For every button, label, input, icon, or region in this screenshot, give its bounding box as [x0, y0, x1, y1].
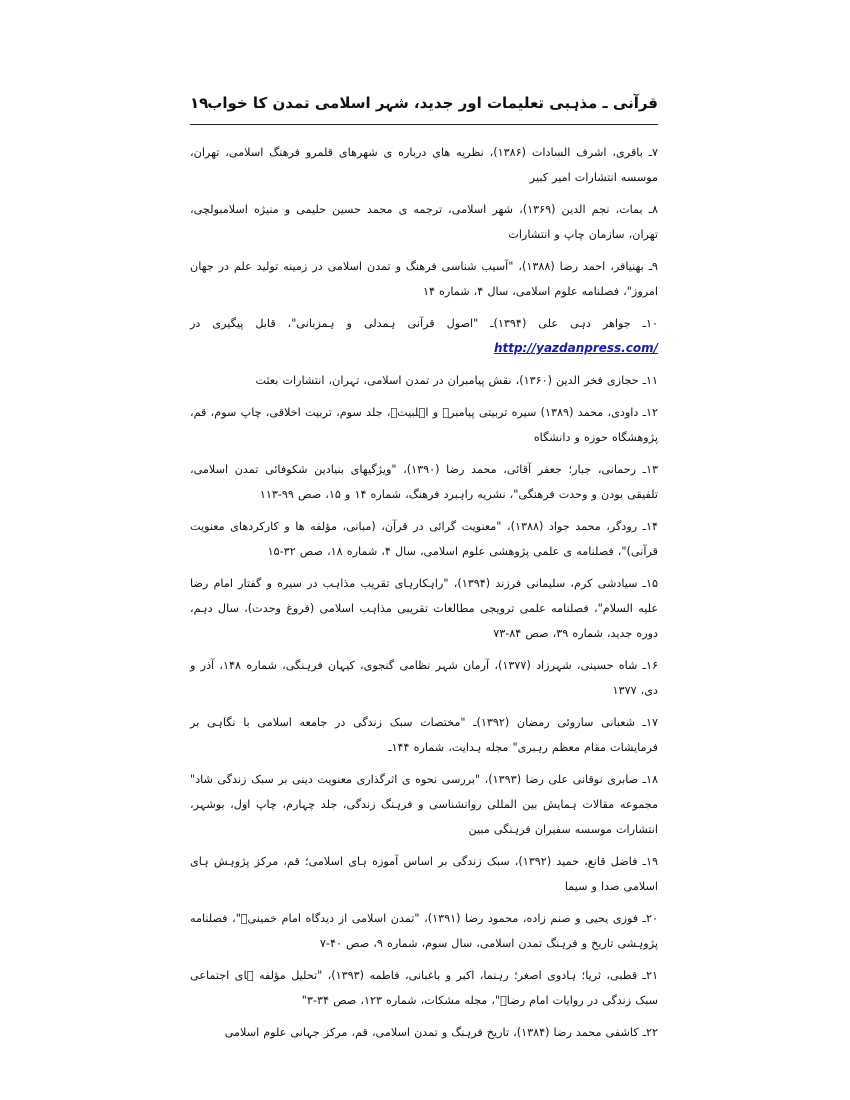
- reference-item: [190, 197, 658, 247]
- running-header: [190, 88, 658, 120]
- reference-text: ۲۱ـ قطبی، ثریا؛ ہادوی اصغر؛ رہنما، اکبر و باغبانی، فاطمه (۱۳۹۳)، "تحلیل مؤلفه ہای اجتماعی سبک زندگی در روایات امام رضاؑ"، مجله مشکات، شماره ۱۲۳، صص ۳۴-۳": [190, 969, 658, 1007]
- reference-text: ۱۳ـ رحمانی، جبار؛ جعفر آقائی، محمد رضا (۱۳۹۰)، "ویژگیهای بنیادین شکوفائی تمدن اسلامی، تلفیقی بودن و وحدت فرهنگی"، نشریه راہبرد فرهنگ، شماره ۱۴ و ۱۵، صص ۹۹-۱۱۳: [190, 463, 658, 501]
- reference-item: [190, 400, 658, 450]
- reference-text: ۱۱ـ حجازی فخر الدین (۱۳۶۰)، نقش پیامبران در تمدن اسلامی، تہران، انتشارات بعثت: [255, 374, 658, 387]
- reference-link[interactable]: http://yazdanpress.com/: [493, 341, 658, 355]
- reference-item: [190, 311, 658, 361]
- reference-text: ۱۹ـ فاضل قانع، حمید (۱۳۹۲)، سبک زندگی بر اساس آموزه ہای اسلامی؛ قم، مرکز پژوہش ہای اسلامی صدا و سیما: [190, 855, 658, 893]
- reference-item: [190, 710, 658, 760]
- reference-text: ۱۴ـ رودگر، محمد جواد (۱۳۸۸)، "معنویت گرائی در قرآن، (مبانی، مؤلفه ها و کارکردهای معنویت قرآنی)"، فصلنامه ی علمی پژوهشی علوم اسلامی، سال ۴، شماره ۱۸، صص ۳۲-۱۵: [190, 520, 659, 558]
- reference-item: [190, 254, 658, 304]
- reference-text: ۱۸ـ صابری نوقانی علی رضا (۱۳۹۳)، "بررسی نحوه ی اثرگذاری معنویت دینی بر سبک زندگی شاد" مجموعه مقالات ہمایش بین المللی روانشناسی و فرہنگ زندگی، جلد چہارم، چاپ اول، بوشہر، انتشارات موسسه سفیران فرہنگی مبین: [190, 773, 658, 836]
- header-divider: [190, 124, 658, 125]
- header-title: قرآنی ـ مذہبی تعلیمات اور جدید، شہر اسلامی تمدن کا خواب: [207, 94, 658, 112]
- reference-text: ۱۷ـ شعبانی ساروئی رمضان (۱۳۹۲)ـ "مختصات سبک زندگی در جامعه اسلامی با نگاہی بر فرمایشات مقام معظم رہبری" مجله ہدایت، شماره ۱۴۴ـ: [190, 716, 658, 754]
- reference-item: [190, 457, 658, 507]
- reference-text: ۱۶ـ شاه حسینی، شہرزاد (۱۳۷۷)، آرمان شہر نظامی گنجوی، کیہان فرہنگی، شماره ۱۴۸، آذر و دی، ۱۳۷۷: [190, 659, 658, 697]
- reference-item: [190, 767, 658, 842]
- reference-item: [190, 1020, 658, 1045]
- reference-item: [190, 368, 658, 393]
- reference-item: [190, 906, 658, 956]
- reference-item: [190, 963, 658, 1013]
- reference-text: ۱۲ـ داودی، محمد (۱۳۸۹) سیره تربیتی پیامبرؐ و اہلبیتؑ، جلد سوم، تربیت اخلاقی، چاپ سوم، قم، پژوهشگاه حوزه و دانشگاه: [190, 406, 658, 444]
- reference-text: ۱۰ـ جواهر دہی علی (۱۳۹۴)ـ "اصول قرآنی ہمدلی و ہمزبانی"، قابل پیگیری در: [190, 317, 659, 330]
- reference-text: ۲۰ـ فوزی یحیی و صنم زاده، محمود رضا (۱۳۹۱)، "تمدن اسلامی از دیدگاه امام خمینیؒ"، فصلنامه پژوہشی تاریخ و فرہنگ تمدن اسلامی، سال سوم، شماره ۹، صص ۴۰-۷: [190, 912, 658, 950]
- reference-text: ۲۲ـ کاشفی محمد رضا (۱۳۸۴)، تاریخ فرہنگ و تمدن اسلامی، قم، مرکز جہانی علوم اسلامی: [224, 1026, 658, 1039]
- reference-text: ۱۵ـ سیادشی کرم، سلیمانی فرزند (۱۳۹۴)، "راہکارہای تقریب مذاہب در سیره و گفتار امام رضا علیه السلام"، فصلنامه علمی ترویجی مطالعات تقریبی مذاہب اسلامی (فروغ وحدت)، سال دہم، دوره جدید، شماره ۳۹، صص ۸۴-۷۳: [190, 577, 658, 640]
- reference-item: [190, 140, 658, 190]
- reference-item: [190, 849, 658, 899]
- reference-text: ۹ـ بهنیافر، احمد رضا (۱۳۸۸)، "آسیب شناسی فرهنگ و تمدن اسلامی در زمینه تولید علم در جهان امروز"، فصلنامه علوم اسلامی، سال ۴، شماره ۱۴: [190, 260, 658, 298]
- reference-item: [190, 514, 658, 564]
- reference-list: [190, 140, 658, 1052]
- reference-item: [190, 653, 658, 703]
- page-number: ۱۹: [190, 94, 209, 112]
- reference-item: [190, 571, 658, 646]
- reference-text: ۸ـ بمات، نجم الدین (۱۳۶۹)، شهر اسلامی، ترجمه ی محمد حسین حلیمی و منیژه اسلامبولچی، تهران، سازمان چاپ و انتشارات: [190, 203, 658, 241]
- reference-text: ۷ـ باقری، اشرف السادات (۱۳۸۶)، نظریه های درباره ی شهرهای قلمرو فرهنگ اسلامی، تهران، موسسه انتشارات امیر کبیر: [190, 146, 659, 184]
